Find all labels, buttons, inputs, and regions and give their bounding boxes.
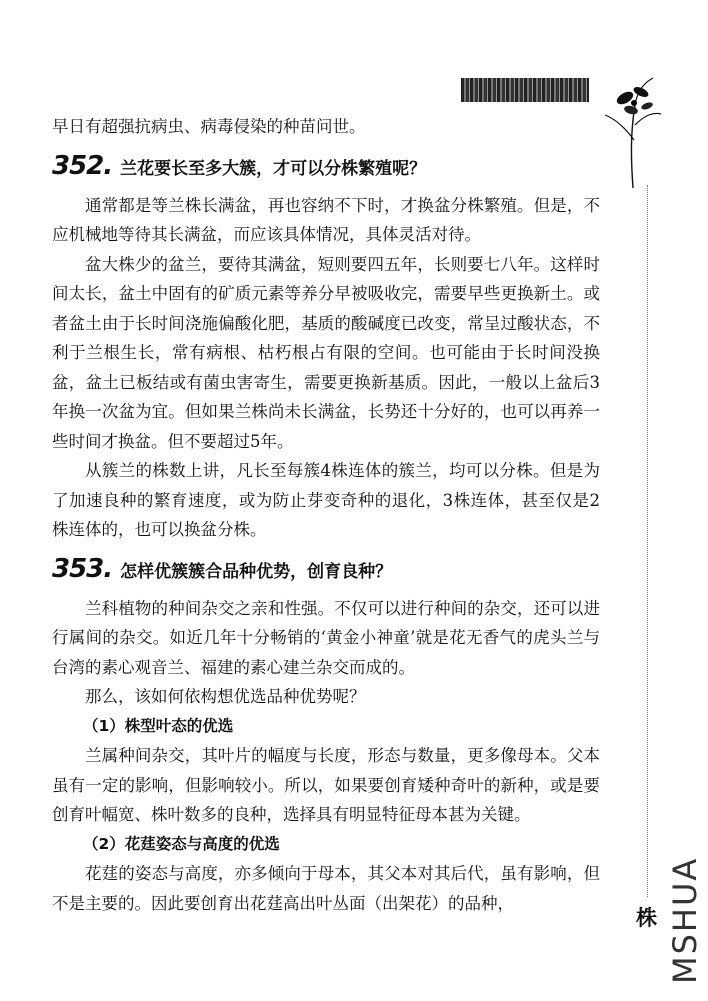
paragraph: 从簇兰的株数上讲，凡长至每簇4株连体的簇兰，均可以分株。但是为了加速良种的繁育速度，或为防止芽变奇种的退化，3株连体，甚至仅是2株连体的，也可以换盆分株。 — [52, 461, 600, 539]
paragraph: 早日有超强抗病虫、病毒侵染的种苗问世。 — [52, 117, 366, 136]
paragraph: 盆大株少的盆兰，要待其满盆，短则要四五年，长则要七八年。这样时间太长，盆土中固有的矿质元素等养分早被吸收完，需要早些更换新土。或者盆土由于长时间浇施偏酸化肥，基质的酸碱度已改变，常呈过酸状态，不利于兰根生长，常有病根、枯朽根占有限的空间。也可能由于长时间没换盆，盆土已板结或有菌虫害寄生，需要更换新基质。因此，一般以上盆后3年换一次盆为宜。但如果兰株尚未长满盆，长势还十分好的，也可以再养一些时间才换盆。但不要超过5年。 — [52, 254, 600, 451]
margin-dotted-rule — [647, 185, 648, 897]
page-body — [52, 112, 600, 918]
subheading: （2）花莛姿态与高度的优选 — [83, 834, 280, 853]
paragraph: 那么，该如何依构想优选品种优势呢？ — [85, 687, 366, 706]
paragraph: 兰属种间杂交，其叶片的幅度与长度，形态与数量，更多像母本。父本虽有一定的影响，但影响较小。所以，如果要创育矮种奇叶的新种，或是要创育叶幅宽、株叶数多的良种，选择具有明显特征母本甚为关键。 — [52, 746, 600, 824]
paragraph: 花莛的姿态与高度，亦多倾向于母本，其父本对其后代，虽有影响，但不是主要的。因此要创育出花莛高出叶丛面（出架花）的品种， — [52, 864, 600, 913]
running-header-band — [461, 78, 589, 102]
margin-index-char: 株 — [636, 906, 657, 930]
paragraph: 通常都是等兰株长满盆，再也容纳不下时，才换盆分株繁殖。但是，不应机械地等待其长满盆，而应该具体情况，具体灵活对待。 — [52, 195, 600, 244]
question-heading-352 — [52, 151, 600, 181]
question-number: 353. — [52, 553, 113, 584]
paragraph: 兰科植物的种间杂交之亲和性强。不仅可以进行种间的杂交，还可以进行属间的杂交。如近几年十分畅销的‘黄金小神童’就是花无香气的虎头兰与台湾的素心观音兰、福建的素心建兰杂交而成的。 — [52, 598, 600, 677]
subheading: （1）株型叶态的优选 — [83, 716, 234, 735]
question-number: 352. — [52, 150, 113, 181]
question-title: 怎样优簇簇合品种优势，创育良种？ — [120, 561, 393, 582]
question-title: 兰花要长至多大簇，才可以分株繁殖呢？ — [120, 158, 427, 179]
question-heading-353 — [52, 554, 600, 584]
watermark: MSHUA — [666, 856, 704, 984]
orchid-ornament-icon — [603, 70, 663, 190]
